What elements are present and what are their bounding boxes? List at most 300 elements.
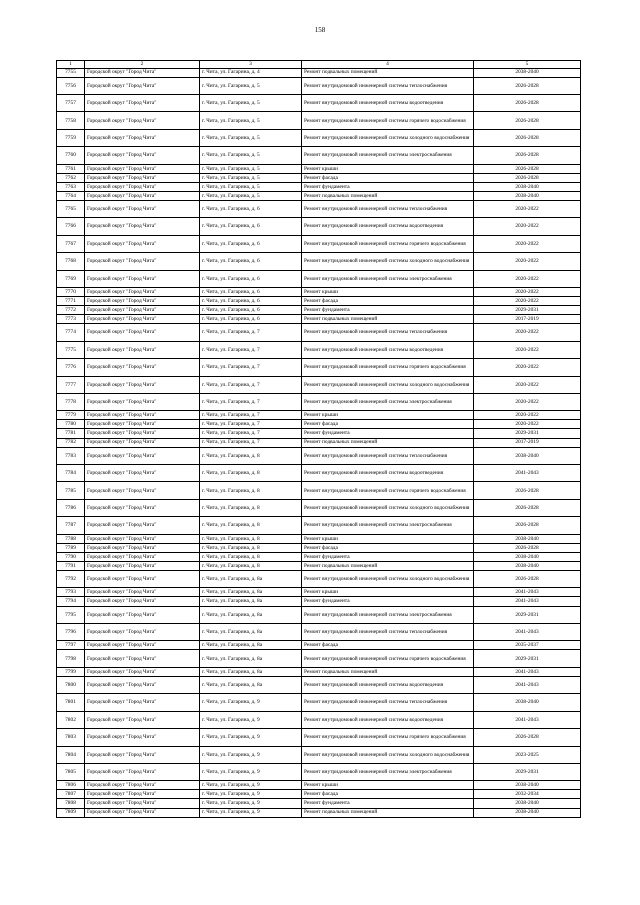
address-cell: г. Чита, ул. Гагарина, д. 7 xyxy=(200,420,302,429)
municipality-cell: Городской округ "Город Чита" xyxy=(85,376,200,393)
work-type-cell: Ремонт внутридомовой инженерной системы горячего водоснабжения xyxy=(302,482,474,499)
table-row xyxy=(57,650,581,667)
work-type-cell: Ремонт подвальных помещений xyxy=(302,438,474,447)
table-row xyxy=(57,482,581,499)
row-number-cell: 7758 xyxy=(57,112,85,129)
municipality-cell: Городской округ "Город Чита" xyxy=(85,694,200,711)
address-cell: г. Чита, ул. Гагарина, д. 8а xyxy=(200,588,302,597)
work-type-cell: Ремонт фундамента xyxy=(302,799,474,808)
row-number-cell: 7775 xyxy=(57,341,85,358)
row-number-cell: 7809 xyxy=(57,808,85,817)
row-number-cell: 7785 xyxy=(57,482,85,499)
table-row xyxy=(57,781,581,790)
table-row xyxy=(57,729,581,746)
address-cell: г. Чита, ул. Гагарина, д. 9 xyxy=(200,746,302,763)
municipality-cell: Городской округ "Город Чита" xyxy=(85,173,200,182)
row-number-cell: 7756 xyxy=(57,77,85,94)
address-cell: г. Чита, ул. Гагарина, д. 5 xyxy=(200,147,302,164)
table-row xyxy=(57,112,581,129)
page-number: 158 xyxy=(314,26,326,34)
work-type-cell: Ремонт внутридомовой инженерной системы электроснабжения xyxy=(302,147,474,164)
row-number-cell: 7794 xyxy=(57,597,85,606)
municipality-cell: Городской округ "Город Чита" xyxy=(85,499,200,516)
period-cell: 2020-2022 xyxy=(474,411,581,420)
period-cell: 2029-2031 xyxy=(474,429,581,438)
period-cell: 2041-2043 xyxy=(474,676,581,693)
table-row xyxy=(57,129,581,146)
period-cell: 2020-2022 xyxy=(474,359,581,376)
municipality-cell: Городской округ "Город Чита" xyxy=(85,667,200,676)
address-cell: г. Чита, ул. Гагарина, д. 8а xyxy=(200,623,302,640)
work-type-cell: Ремонт внутридомовой инженерной системы электроснабжения xyxy=(302,393,474,410)
period-cell: 2020-2022 xyxy=(474,297,581,306)
period-cell: 2026-2028 xyxy=(474,517,581,534)
row-number-cell: 7780 xyxy=(57,420,85,429)
period-cell: 2020-2022 xyxy=(474,270,581,287)
work-type-cell: Ремонт крыши xyxy=(302,781,474,790)
period-cell: 2023-2025 xyxy=(474,746,581,763)
period-cell: 2038-2040 xyxy=(474,781,581,790)
table-row xyxy=(57,438,581,447)
municipality-cell: Городской округ "Город Чита" xyxy=(85,306,200,315)
address-cell: г. Чита, ул. Гагарина, д. 5 xyxy=(200,95,302,112)
address-cell: г. Чита, ул. Гагарина, д. 9 xyxy=(200,808,302,817)
address-cell: г. Чита, ул. Гагарина, д. 9 xyxy=(200,781,302,790)
row-number-cell: 7759 xyxy=(57,129,85,146)
table-row xyxy=(57,552,581,561)
municipality-cell: Городской округ "Город Чита" xyxy=(85,315,200,324)
work-type-cell: Ремонт внутридомовой инженерной системы горячего водоснабжения xyxy=(302,650,474,667)
work-type-cell: Ремонт внутридомовой инженерной системы электроснабжения xyxy=(302,517,474,534)
period-cell: 2026-2028 xyxy=(474,173,581,182)
address-cell: г. Чита, ул. Гагарина, д. 9 xyxy=(200,729,302,746)
municipality-cell: Городской округ "Город Чита" xyxy=(85,411,200,420)
table-row xyxy=(57,543,581,552)
period-cell: 2026-2028 xyxy=(474,95,581,112)
row-number-cell: 7797 xyxy=(57,641,85,650)
address-cell: г. Чита, ул. Гагарина, д. 8 xyxy=(200,552,302,561)
column-number-cell: 4 xyxy=(302,61,474,69)
column-number-cell: 3 xyxy=(200,61,302,69)
table-row xyxy=(57,517,581,534)
table-row xyxy=(57,597,581,606)
municipality-cell: Городской округ "Город Чита" xyxy=(85,420,200,429)
work-type-cell: Ремонт внутридомовой инженерной системы теплоснабжения xyxy=(302,623,474,640)
period-cell: 2026-2028 xyxy=(474,571,581,588)
row-number-cell: 7808 xyxy=(57,799,85,808)
work-type-cell: Ремонт фасада xyxy=(302,297,474,306)
table-row xyxy=(57,588,581,597)
work-type-cell: Ремонт внутридомовой инженерной системы водоотведения xyxy=(302,95,474,112)
work-type-cell: Ремонт фундамента xyxy=(302,429,474,438)
address-cell: г. Чита, ул. Гагарина, д. 8 xyxy=(200,517,302,534)
address-cell: г. Чита, ул. Гагарина, д. 8 xyxy=(200,482,302,499)
period-cell: 2017-2019 xyxy=(474,315,581,324)
work-type-cell: Ремонт подвальных помещений xyxy=(302,68,474,77)
row-number-cell: 7788 xyxy=(57,534,85,543)
row-number-cell: 7806 xyxy=(57,781,85,790)
period-cell: 2017-2019 xyxy=(474,438,581,447)
municipality-cell: Городской округ "Город Чита" xyxy=(85,77,200,94)
table-row xyxy=(57,763,581,780)
municipality-cell: Городской округ "Город Чита" xyxy=(85,147,200,164)
table-row xyxy=(57,411,581,420)
table-row xyxy=(57,429,581,438)
row-number-cell: 7766 xyxy=(57,218,85,235)
municipality-cell: Городской округ "Город Чита" xyxy=(85,676,200,693)
work-type-cell: Ремонт внутридомовой инженерной системы теплоснабжения xyxy=(302,201,474,218)
period-cell: 2038-2040 xyxy=(474,182,581,191)
table-row xyxy=(57,606,581,623)
row-number-cell: 7763 xyxy=(57,182,85,191)
address-cell: г. Чита, ул. Гагарина, д. 8а xyxy=(200,667,302,676)
work-type-cell: Ремонт фасада xyxy=(302,420,474,429)
row-number-cell: 7783 xyxy=(57,447,85,464)
period-cell: 2038-2040 xyxy=(474,799,581,808)
row-number-cell: 7793 xyxy=(57,588,85,597)
period-cell: 2038-2040 xyxy=(474,68,581,77)
row-number-cell: 7772 xyxy=(57,306,85,315)
period-cell: 2038-2040 xyxy=(474,808,581,817)
row-number-cell: 7767 xyxy=(57,235,85,252)
municipality-cell: Городской округ "Город Чита" xyxy=(85,68,200,77)
table-row xyxy=(57,465,581,482)
row-number-cell: 7795 xyxy=(57,606,85,623)
work-type-cell: Ремонт внутридомовой инженерной системы теплоснабжения xyxy=(302,324,474,341)
row-number-cell: 7805 xyxy=(57,763,85,780)
period-cell: 2029-2031 xyxy=(474,606,581,623)
row-number-cell: 7807 xyxy=(57,790,85,799)
work-type-cell: Ремонт подвальных помещений xyxy=(302,808,474,817)
address-cell: г. Чита, ул. Гагарина, д. 8 xyxy=(200,561,302,570)
municipality-cell: Городской округ "Город Чита" xyxy=(85,482,200,499)
period-cell: 2020-2022 xyxy=(474,235,581,252)
address-cell: г. Чита, ул. Гагарина, д. 6 xyxy=(200,315,302,324)
municipality-cell: Городской округ "Город Чита" xyxy=(85,465,200,482)
work-type-cell: Ремонт подвальных помещений xyxy=(302,315,474,324)
municipality-cell: Городской округ "Город Чита" xyxy=(85,799,200,808)
period-cell: 2041-2043 xyxy=(474,711,581,728)
period-cell: 2020-2022 xyxy=(474,393,581,410)
table-row xyxy=(57,561,581,570)
row-number-cell: 7802 xyxy=(57,711,85,728)
address-cell: г. Чита, ул. Гагарина, д. 7 xyxy=(200,324,302,341)
address-cell: г. Чита, ул. Гагарина, д. 7 xyxy=(200,393,302,410)
municipality-cell: Городской округ "Город Чита" xyxy=(85,287,200,296)
table-row xyxy=(57,68,581,77)
row-number-cell: 7771 xyxy=(57,297,85,306)
period-cell: 2041-2043 xyxy=(474,465,581,482)
table-row xyxy=(57,359,581,376)
address-cell: г. Чита, ул. Гагарина, д. 7 xyxy=(200,429,302,438)
row-number-cell: 7784 xyxy=(57,465,85,482)
table-row xyxy=(57,746,581,763)
municipality-cell: Городской округ "Город Чита" xyxy=(85,297,200,306)
row-number-cell: 7778 xyxy=(57,393,85,410)
table-row xyxy=(57,641,581,650)
municipality-cell: Городской округ "Город Чита" xyxy=(85,808,200,817)
address-cell: г. Чита, ул. Гагарина, д. 6 xyxy=(200,201,302,218)
work-type-cell: Ремонт крыши xyxy=(302,287,474,296)
period-cell: 2038-2040 xyxy=(474,191,581,200)
municipality-cell: Городской округ "Город Чита" xyxy=(85,447,200,464)
work-type-cell: Ремонт фасада xyxy=(302,641,474,650)
row-number-cell: 7761 xyxy=(57,164,85,173)
work-type-cell: Ремонт внутридомовой инженерной системы холодного водоснабжения xyxy=(302,253,474,270)
municipality-cell: Городской округ "Город Чита" xyxy=(85,129,200,146)
address-cell: г. Чита, ул. Гагарина, д. 6 xyxy=(200,306,302,315)
municipality-cell: Городской округ "Город Чита" xyxy=(85,623,200,640)
municipality-cell: Городской округ "Город Чита" xyxy=(85,534,200,543)
municipality-cell: Городской округ "Город Чита" xyxy=(85,597,200,606)
row-number-cell: 7782 xyxy=(57,438,85,447)
period-cell: 2041-2043 xyxy=(474,623,581,640)
work-type-cell: Ремонт фасада xyxy=(302,543,474,552)
period-cell: 2038-2040 xyxy=(474,561,581,570)
work-type-cell: Ремонт внутридомовой инженерной системы горячего водоснабжения xyxy=(302,359,474,376)
municipality-cell: Городской округ "Город Чита" xyxy=(85,561,200,570)
address-cell: г. Чита, ул. Гагарина, д. 5 xyxy=(200,191,302,200)
municipality-cell: Городской округ "Город Чита" xyxy=(85,438,200,447)
table-row xyxy=(57,270,581,287)
work-type-cell: Ремонт внутридомовой инженерной системы горячего водоснабжения xyxy=(302,235,474,252)
period-cell: 2020-2022 xyxy=(474,253,581,270)
row-number-cell: 7789 xyxy=(57,543,85,552)
table-row xyxy=(57,571,581,588)
work-type-cell: Ремонт внутридомовой инженерной системы холодного водоснабжения xyxy=(302,746,474,763)
municipality-cell: Городской округ "Город Чита" xyxy=(85,729,200,746)
municipality-cell: Городской округ "Город Чита" xyxy=(85,790,200,799)
municipality-cell: Городской округ "Город Чита" xyxy=(85,341,200,358)
address-cell: г. Чита, ул. Гагарина, д. 7 xyxy=(200,376,302,393)
table-row xyxy=(57,376,581,393)
row-number-cell: 7799 xyxy=(57,667,85,676)
period-cell: 2026-2028 xyxy=(474,129,581,146)
municipality-cell: Городской округ "Город Чита" xyxy=(85,112,200,129)
address-cell: г. Чита, ул. Гагарина, д. 5 xyxy=(200,182,302,191)
table-row xyxy=(57,667,581,676)
work-type-cell: Ремонт крыши xyxy=(302,588,474,597)
table-row xyxy=(57,676,581,693)
period-cell: 2041-2043 xyxy=(474,588,581,597)
row-number-cell: 7768 xyxy=(57,253,85,270)
work-type-cell: Ремонт подвальных помещений xyxy=(302,667,474,676)
work-type-cell: Ремонт фундамента xyxy=(302,552,474,561)
table-row xyxy=(57,315,581,324)
work-type-cell: Ремонт подвальных помещений xyxy=(302,561,474,570)
row-number-cell: 7798 xyxy=(57,650,85,667)
column-number-cell: 1 xyxy=(57,61,85,69)
municipality-cell: Городской округ "Город Чита" xyxy=(85,324,200,341)
row-number-cell: 7762 xyxy=(57,173,85,182)
period-cell: 2026-2028 xyxy=(474,147,581,164)
table-row xyxy=(57,173,581,182)
period-cell: 2038-2040 xyxy=(474,694,581,711)
row-number-cell: 7765 xyxy=(57,201,85,218)
row-number-cell: 7777 xyxy=(57,376,85,393)
address-cell: г. Чита, ул. Гагарина, д. 7 xyxy=(200,341,302,358)
address-cell: г. Чита, ул. Гагарина, д. 8а xyxy=(200,641,302,650)
table-row xyxy=(57,534,581,543)
work-type-cell: Ремонт внутридомовой инженерной системы теплоснабжения xyxy=(302,694,474,711)
table-row xyxy=(57,499,581,516)
work-type-cell: Ремонт фасада xyxy=(302,173,474,182)
row-number-cell: 7804 xyxy=(57,746,85,763)
period-cell: 2041-2043 xyxy=(474,667,581,676)
table-row xyxy=(57,77,581,94)
row-number-cell: 7764 xyxy=(57,191,85,200)
register-table xyxy=(56,60,581,818)
address-cell: г. Чита, ул. Гагарина, д. 7 xyxy=(200,359,302,376)
work-type-cell: Ремонт внутридомовой инженерной системы электроснабжения xyxy=(302,763,474,780)
address-cell: г. Чита, ул. Гагарина, д. 8а xyxy=(200,676,302,693)
address-cell: г. Чита, ул. Гагарина, д. 5 xyxy=(200,164,302,173)
municipality-cell: Городской округ "Город Чита" xyxy=(85,429,200,438)
column-number-cell: 5 xyxy=(474,61,581,69)
municipality-cell: Городской округ "Город Чита" xyxy=(85,781,200,790)
table-row xyxy=(57,306,581,315)
table-row xyxy=(57,95,581,112)
address-cell: г. Чита, ул. Гагарина, д. 9 xyxy=(200,799,302,808)
address-cell: г. Чита, ул. Гагарина, д. 8 xyxy=(200,499,302,516)
address-cell: г. Чита, ул. Гагарина, д. 8а xyxy=(200,597,302,606)
municipality-cell: Городской округ "Город Чита" xyxy=(85,543,200,552)
work-type-cell: Ремонт внутридомовой инженерной системы водоотведения xyxy=(302,465,474,482)
row-number-cell: 7776 xyxy=(57,359,85,376)
table-row xyxy=(57,420,581,429)
municipality-cell: Городской округ "Город Чита" xyxy=(85,235,200,252)
municipality-cell: Городской округ "Город Чита" xyxy=(85,270,200,287)
row-number-cell: 7779 xyxy=(57,411,85,420)
address-cell: г. Чита, ул. Гагарина, д. 7 xyxy=(200,438,302,447)
municipality-cell: Городской округ "Город Чита" xyxy=(85,650,200,667)
row-number-cell: 7787 xyxy=(57,517,85,534)
address-cell: г. Чита, ул. Гагарина, д. 4 xyxy=(200,68,302,77)
period-cell: 2026-2028 xyxy=(474,482,581,499)
period-cell: 2026-2028 xyxy=(474,77,581,94)
address-cell: г. Чита, ул. Гагарина, д. 8 xyxy=(200,543,302,552)
row-number-cell: 7781 xyxy=(57,429,85,438)
table-row xyxy=(57,297,581,306)
address-cell: г. Чита, ул. Гагарина, д. 9 xyxy=(200,711,302,728)
row-number-cell: 7769 xyxy=(57,270,85,287)
period-cell: 2026-2028 xyxy=(474,543,581,552)
row-number-cell: 7757 xyxy=(57,95,85,112)
period-cell: 2020-2022 xyxy=(474,420,581,429)
work-type-cell: Ремонт крыши xyxy=(302,164,474,173)
row-number-cell: 7773 xyxy=(57,315,85,324)
row-number-cell: 7774 xyxy=(57,324,85,341)
row-number-cell: 7790 xyxy=(57,552,85,561)
municipality-cell: Городской округ "Город Чита" xyxy=(85,191,200,200)
address-cell: г. Чита, ул. Гагарина, д. 8а xyxy=(200,650,302,667)
row-number-cell: 7800 xyxy=(57,676,85,693)
municipality-cell: Городской округ "Город Чита" xyxy=(85,164,200,173)
address-cell: г. Чита, ул. Гагарина, д. 5 xyxy=(200,112,302,129)
table-row xyxy=(57,287,581,296)
work-type-cell: Ремонт внутридомовой инженерной системы теплоснабжения xyxy=(302,447,474,464)
period-cell: 2026-2028 xyxy=(474,164,581,173)
address-cell: г. Чита, ул. Гагарина, д. 6 xyxy=(200,218,302,235)
table-row xyxy=(57,341,581,358)
municipality-cell: Городской округ "Город Чита" xyxy=(85,552,200,561)
address-cell: г. Чита, ул. Гагарина, д. 9 xyxy=(200,790,302,799)
table-row xyxy=(57,147,581,164)
period-cell: 2020-2022 xyxy=(474,218,581,235)
municipality-cell: Городской округ "Город Чита" xyxy=(85,253,200,270)
column-number-header-row xyxy=(57,61,581,69)
work-type-cell: Ремонт фундамента xyxy=(302,182,474,191)
address-cell: г. Чита, ул. Гагарина, д. 8 xyxy=(200,447,302,464)
address-cell: г. Чита, ул. Гагарина, д. 6 xyxy=(200,253,302,270)
period-cell: 2026-2028 xyxy=(474,112,581,129)
row-number-cell: 7803 xyxy=(57,729,85,746)
row-number-cell: 7786 xyxy=(57,499,85,516)
table-row xyxy=(57,191,581,200)
address-cell: г. Чита, ул. Гагарина, д. 9 xyxy=(200,694,302,711)
address-cell: г. Чита, ул. Гагарина, д. 5 xyxy=(200,129,302,146)
work-type-cell: Ремонт подвальных помещений xyxy=(302,191,474,200)
work-type-cell: Ремонт внутридомовой инженерной системы горячего водоснабжения xyxy=(302,729,474,746)
work-type-cell: Ремонт внутридомовой инженерной системы водоотведения xyxy=(302,676,474,693)
address-cell: г. Чита, ул. Гагарина, д. 5 xyxy=(200,173,302,182)
address-cell: г. Чита, ул. Гагарина, д. 6 xyxy=(200,297,302,306)
address-cell: г. Чита, ул. Гагарина, д. 6 xyxy=(200,270,302,287)
period-cell: 2026-2028 xyxy=(474,499,581,516)
municipality-cell: Городской округ "Город Чита" xyxy=(85,641,200,650)
municipality-cell: Городской округ "Город Чита" xyxy=(85,763,200,780)
municipality-cell: Городской округ "Город Чита" xyxy=(85,359,200,376)
table-row xyxy=(57,253,581,270)
period-cell: 2041-2043 xyxy=(474,597,581,606)
work-type-cell: Ремонт внутридомовой инженерной системы водоотведения xyxy=(302,711,474,728)
municipality-cell: Городской округ "Город Чита" xyxy=(85,218,200,235)
period-cell: 2020-2022 xyxy=(474,287,581,296)
work-type-cell: Ремонт фасада xyxy=(302,790,474,799)
table-row xyxy=(57,235,581,252)
period-cell: 2020-2022 xyxy=(474,201,581,218)
address-cell: г. Чита, ул. Гагарина, д. 8 xyxy=(200,465,302,482)
table-row xyxy=(57,623,581,640)
period-cell: 2026-2028 xyxy=(474,729,581,746)
work-type-cell: Ремонт внутридомовой инженерной системы теплоснабжения xyxy=(302,77,474,94)
table-row xyxy=(57,694,581,711)
work-type-cell: Ремонт внутридомовой инженерной системы холодного водоснабжения xyxy=(302,376,474,393)
work-type-cell: Ремонт крыши xyxy=(302,534,474,543)
period-cell: 2038-2040 xyxy=(474,534,581,543)
municipality-cell: Городской округ "Город Чита" xyxy=(85,182,200,191)
period-cell: 2029-2031 xyxy=(474,306,581,315)
row-number-cell: 7770 xyxy=(57,287,85,296)
column-number-cell: 2 xyxy=(85,61,200,69)
address-cell: г. Чита, ул. Гагарина, д. 6 xyxy=(200,287,302,296)
period-cell: 2020-2022 xyxy=(474,376,581,393)
period-cell: 2020-2022 xyxy=(474,341,581,358)
work-type-cell: Ремонт крыши xyxy=(302,411,474,420)
municipality-cell: Городской округ "Город Чита" xyxy=(85,606,200,623)
work-type-cell: Ремонт внутридомовой инженерной системы холодного водоснабжения xyxy=(302,571,474,588)
work-type-cell: Ремонт внутридомовой инженерной системы электроснабжения xyxy=(302,606,474,623)
municipality-cell: Городской округ "Город Чита" xyxy=(85,711,200,728)
table-row xyxy=(57,164,581,173)
work-type-cell: Ремонт внутридомовой инженерной системы горячего водоснабжения xyxy=(302,112,474,129)
period-cell: 2029-2031 xyxy=(474,763,581,780)
work-type-cell: Ремонт внутридомовой инженерной системы электроснабжения xyxy=(302,270,474,287)
work-type-cell: Ремонт внутридомовой инженерной системы водоотведения xyxy=(302,341,474,358)
work-type-cell: Ремонт внутридомовой инженерной системы водоотведения xyxy=(302,218,474,235)
table-row xyxy=(57,324,581,341)
period-cell: 2020-2022 xyxy=(474,324,581,341)
